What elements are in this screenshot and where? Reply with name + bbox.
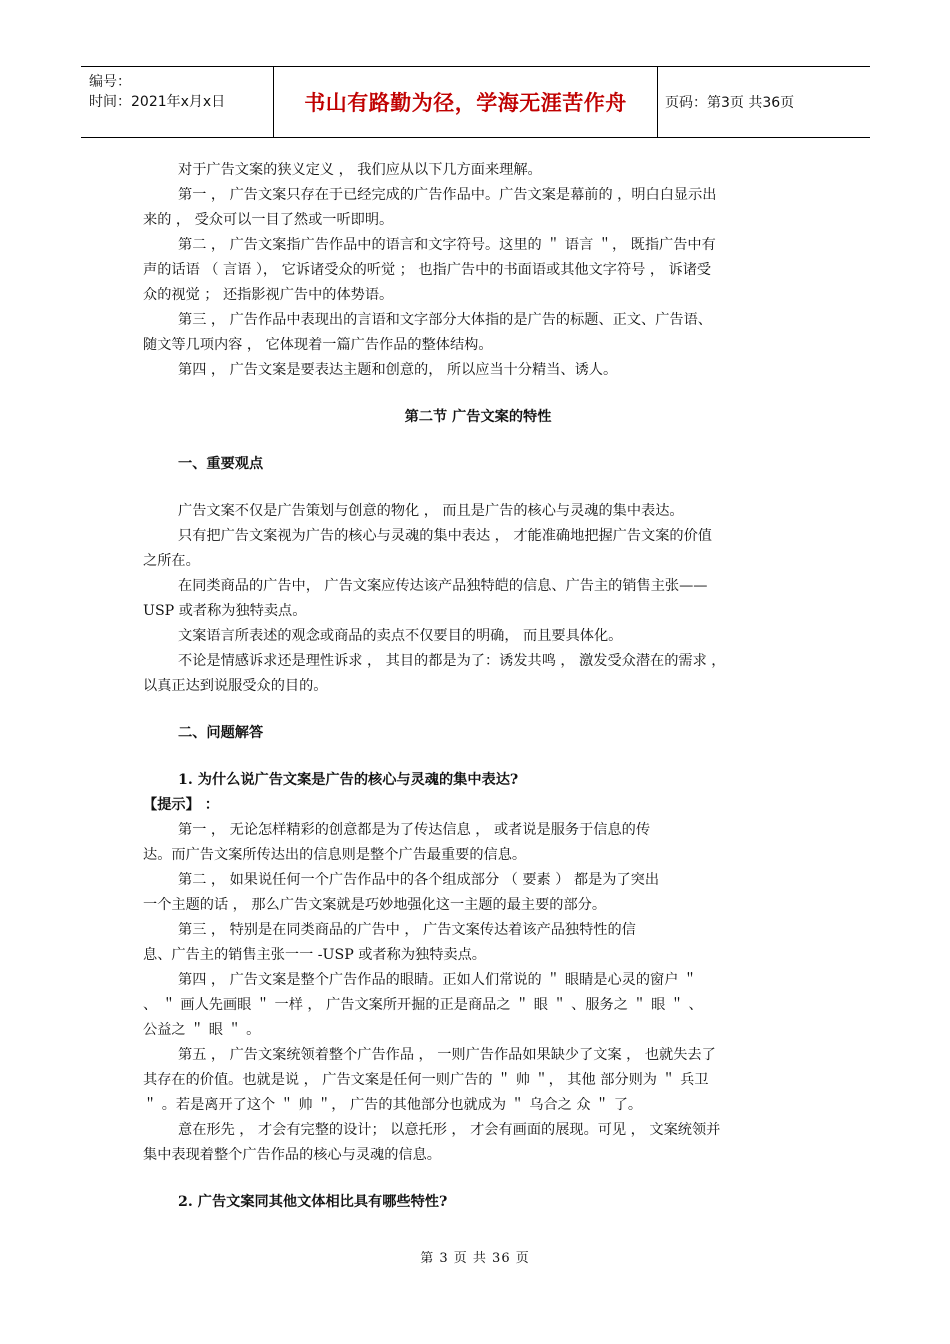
answer-paragraph: 第一 ， 无论怎样精彩的创意都是为了传达信息 ， 或者说是服务于信息的传 (178, 822, 651, 838)
paragraph-continued: 声的话语 （ 言语 ）， 它诉诸受众的听觉 ； 也指广告中的书面语或其他文字符号 ， 诉诸受 (143, 262, 712, 278)
paragraph: 第三 ， 广告作品中表现出的言语和文字部分大体指的是广告的标题、正文、广告语、 (178, 312, 712, 328)
answer-paragraph: 第四 ， 广告文案是整个广告作品的眼睛。正如人们常说的 ＂ 眼睛是心灵的窗户 ＂ (178, 972, 698, 988)
heading-qa: 二、问题解答 (178, 725, 264, 741)
answer-continued: 、 ＂ 画人先画眼 ＂ 一样 ， 广告文案所开掘的正是商品之 ＂ 眼 ＂ 、服务之 ＂ 眼 ＂ 、 (143, 997, 703, 1013)
paragraph: 广告文案不仅是广告策划与创意的物化 ， 而且是广告的核心与灵魂的集中表达。 (178, 503, 684, 519)
paragraph-continued: 众的视觉 ； 还指影视广告中的体势语。 (143, 287, 394, 303)
number-label: 编号： (89, 74, 131, 90)
paragraph: 对于广告文案的狭义定义 ， 我们应从以下几方面来理解。 (178, 162, 542, 178)
answer-continued: ＂ 。若是离开了这个 ＂ 帅 ＂， 广告的其他部分也就成为 ＂ 乌合之 众 ＂ 了。 (143, 1097, 643, 1113)
paragraph: 第一 ， 广告文案只存在于已经完成的广告作品中。广告文案是幕前的 ，明白白显示出 (178, 187, 717, 203)
paragraph: 第四 ， 广告文案是要表达主题和创意的， 所以应当十分精当、诱人。 (178, 362, 618, 378)
page-footer: 第 3 页 共 36 页 (420, 1251, 530, 1266)
answer-paragraph: 第二 ， 如果说任何一个广告作品中的各个组成部分 （ 要素 ） 都是为了突出 (178, 872, 660, 888)
heading-key-points: 一、重要观点 (178, 456, 264, 472)
answer-continued: 一个主题的话 ， 那么广告文案就是巧妙地强化这一主题的最主要的部分。 (143, 897, 607, 913)
paragraph: 文案语言所表述的观念或商品的卖点不仅要目的明确， 而且要具体化。 (178, 628, 623, 644)
paragraph-continued: USP 或者称为独特卖点。 (143, 603, 307, 619)
answer-continued: 集中表现着整个广告作品的核心与灵魂的信息。 (143, 1147, 441, 1163)
paragraph: 在同类商品的广告中， 广告文案应传达该产品独特皑的信息、广告主的销售主张—— (178, 578, 708, 594)
answer-continued: 公益之 ＂ 眼 ＂ 。 (143, 1022, 261, 1038)
section-title: 第二节 广告文案的特性 (404, 409, 552, 425)
document-body (143, 158, 813, 1215)
paragraph: 不论是情感诉求还是理性诉求 ， 其目的都是为了：诱发共鸣 ， 激发受众潜在的需求 ， (178, 653, 726, 669)
answer-paragraph: 第三 ， 特别是在同类商品的广告中 ， 广告文案传达着该产品独特性的信 (178, 922, 636, 938)
answer-paragraph: 意在形先 ， 才会有完整的设计； 以意托形 ， 才会有画面的展现。可见 ， 文案统领并 (178, 1122, 721, 1138)
question-2: 2. 广告文案同其他文体相比具有哪些特性? (178, 1194, 448, 1210)
paragraph-continued: 之所在。 (143, 553, 200, 569)
header-meta (81, 67, 274, 137)
page-header (81, 66, 870, 138)
answer-continued: 息、广告主的销售主张一一 -USP 或者称为独特卖点。 (143, 947, 486, 963)
hint-label: 【提示】 ： (143, 797, 219, 813)
paragraph: 第二 ， 广告文案指广告作品中的语言和文字符号。这里的 ＂ 语言 ＂， 既指广告中有 (178, 237, 716, 253)
paragraph-continued: 以真正达到说服受众的目的。 (143, 678, 328, 694)
time-label: 时间：2021年x月x日 (89, 94, 226, 110)
paragraph-continued: 来的 ， 受众可以一目了然或一听即明。 (143, 212, 394, 228)
header-page-code: 页码：第3页 共36页 (665, 95, 795, 111)
answer-continued: 达。而广告文案所传达出的信息则是整个广告最重要的信息。 (143, 847, 527, 863)
paragraph: 只有把广告文案视为广告的核心与灵魂的集中表达 ， 才能准确地把握广告文案的价值 (178, 528, 712, 544)
answer-paragraph: 第五 ， 广告文案统领着整个广告作品 ， 一则广告作品如果缺少了文案 ， 也就失去了 (178, 1047, 716, 1063)
paragraph-continued: 随文等几项内容 ， 它体现着一篇广告作品的整体结构。 (143, 337, 493, 353)
question-1: 1. 为什么说广告文案是广告的核心与灵魂的集中表达? (178, 772, 519, 788)
header-motto: 书山有路勤为径，学海无涯苦作舟 (274, 67, 658, 137)
answer-continued: 其存在的价值。也就是说 ， 广告文案是任何一则广告的 ＂ 帅 ＂， 其他 部分则为 ＂ 兵卫 (143, 1072, 709, 1088)
